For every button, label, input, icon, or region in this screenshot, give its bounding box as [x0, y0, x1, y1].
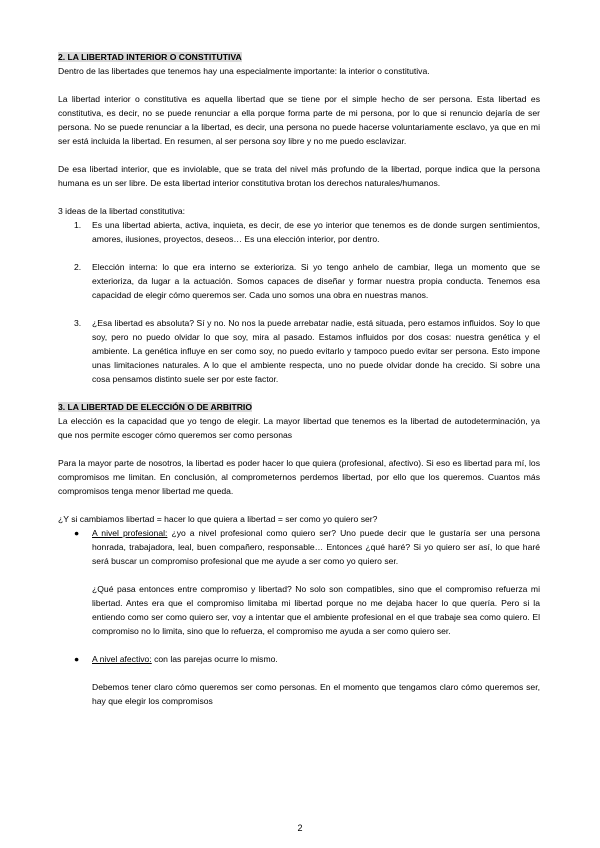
list-item-text: Es una libertad abierta, activa, inquieta, es decir, de ese yo interior que tenemos es de donde surgen sentimientos, amores, ilusiones, proyectos, deseos… Es una elección interior, por dentro.: [92, 220, 540, 244]
section-3-question: ¿Y si cambiamos libertad = hacer lo que quiera a libertad = ser como yo quiero ser?: [58, 514, 378, 524]
bullet-extra: ¿Qué pasa entonces entre compromiso y libertad? No solo son compatibles, sino que el compromiso refuerza mi libertad. Antes era que el compromiso limitaba mi libertad porque no me dejaba hacer lo que quería. Pero si la entiendo como ser como quiero ser, voy a intentar que el ambiente profesional en el que trabaje sea como quiero. El compromiso no lo limita, sino que lo refuerza, el compromiso me ayuda a ser como quiero ser.: [92, 584, 540, 636]
section-3-paragraph-1: La elección es la capacidad que yo tengo de elegir. La mayor libertad que tenemos es la libertad de autodeterminación, ya que nos permite escoger cómo queremos ser como personas: [58, 416, 540, 440]
section-2-heading: 2. LA LIBERTAD INTERIOR O CONSTITUTIVA: [58, 52, 242, 62]
bullet-label: A nivel profesional:: [92, 528, 168, 538]
bullet-label: A nivel afectivo:: [92, 654, 152, 664]
section-2-intro: Dentro de las libertades que tenemos hay una especialmente importante: la interior o constitutiva.: [58, 66, 430, 76]
list-item: [58, 260, 540, 302]
page-number: 2: [297, 823, 303, 833]
page-content: [58, 50, 540, 708]
list-number: 1.: [74, 220, 82, 230]
list-item: [58, 526, 540, 638]
ideas-title: 3 ideas de la libertad constitutiva:: [58, 206, 186, 216]
list-item: [58, 316, 540, 386]
list-number: 3.: [74, 318, 82, 328]
section-2-paragraph-1: La libertad interior o constitutiva es aquella libertad que se tiene por el simple hecho de ser persona. Esta libertad es constitutiva, es decir, no se puede renunciar a ella porque forma parte de mi persona, por lo que si renuncio dejaría de ser persona. No se puede renunciar a la libertad, es decir, una persona no puede hacerse voluntariamente esclavo, ya que en mi ser está incluida la libertad. En resumen, al ser persona soy libre y no me puedo esclavizar.: [58, 94, 540, 146]
bullet-icon: ●: [74, 528, 80, 538]
section-2-paragraph-2: De esa libertad interior, que es inviolable, que se trata del nivel más profundo de la libertad, porque indica que la persona humana es un ser libre. De esta libertad interior constitutiva brotan los derechos naturales/humanos.: [58, 164, 540, 188]
list-item-text: Elección interna: lo que era interno se exterioriza. Si yo tengo anhelo de cambiar, llega un momento que se exterioriza, da lugar a la actuación. Somos capaces de diseñar y formar nuestra propia conducta. Tenemos esa capacidad de elegir cómo queremos ser. Cada uno somos una obra en nuestras manos.: [92, 262, 540, 300]
bullet-text: ¿yo a nivel profesional como quiero ser? Uno puede decir que le gustaría ser una persona honrada, trabajadora, leal, buen compañero, responsable… Entonces ¿qué haré? Si yo quiero ser así, lo que haré será buscar un compromiso profesional que me ayude a ser como yo quiero ser.: [92, 528, 541, 566]
section-3-paragraph-2: Para la mayor parte de nosotros, la libertad es poder hacer lo que quiera (profesional, afectivo). Si eso es libertad para mí, los compromisos me limitan. En conclusión, al comprometernos perdemos libertad, por ello que los queremos. Cuantos más compromisos tenga menor libertad me queda.: [58, 458, 540, 496]
bullet-extra: Debemos tener claro cómo queremos ser como personas. En el momento que tengamos claro cómo queremos ser, hay que elegir los compromisos: [92, 682, 540, 706]
section-3-heading: 3. LA LIBERTAD DE ELECCIÓN O DE ARBITRIO: [58, 402, 253, 412]
list-item: [58, 652, 540, 708]
levels-list: [58, 526, 540, 708]
bullet-icon: ●: [74, 654, 80, 664]
list-number: 2.: [74, 262, 82, 272]
bullet-text: con las parejas ocurre lo mismo.: [151, 654, 278, 664]
list-item-text: ¿Esa libertad es absoluta? Sí y no. No nos la puede arrebatar nadie, está situada, pero estamos influidos. Soy lo que soy, pero no puedo olvidar lo que soy, mira al pasado. Estamos influidos por dos cosas: nuestra genética y el ambiente. La genética influye en ser como soy, no puedo evitarlo y tampoco puedo evitar ser persona. Esto impone unas limitaciones naturales. A lo que el ambiente respecta, uno no puede olvidar donde ha crecido. Si sobre una cosa pensamos distinto suele ser por este factor.: [92, 318, 540, 384]
ideas-list: [58, 218, 540, 386]
list-item: [58, 218, 540, 246]
